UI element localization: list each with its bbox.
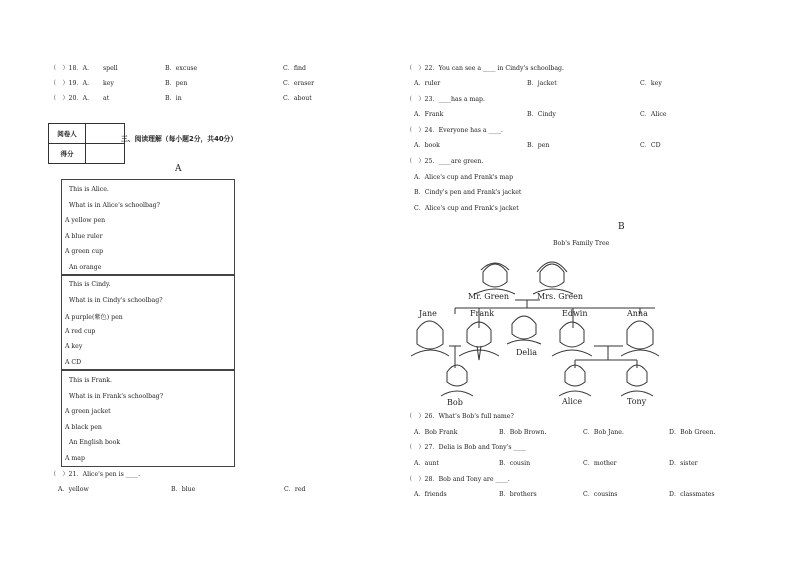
q25-stem: （ ）25．____are green. bbox=[406, 158, 484, 165]
mrs-green-figure bbox=[533, 262, 573, 294]
q26-option-d: D．Bob Green. bbox=[669, 429, 716, 436]
q27-option-b: B．cousin bbox=[499, 460, 531, 467]
q19-number: （ ）19．A． bbox=[50, 80, 94, 87]
q18-number: （ ）18．A． bbox=[50, 65, 94, 72]
q26-option-c: C．Bob Jane. bbox=[583, 429, 624, 436]
mr-green-figure bbox=[475, 263, 515, 294]
passage-a-letter: A bbox=[175, 164, 182, 174]
edwin-figure bbox=[552, 322, 592, 356]
passage-line: A black pen bbox=[65, 424, 102, 431]
delia-figure bbox=[507, 316, 541, 344]
alice-figure bbox=[559, 365, 591, 396]
q24-option-b: B．pen bbox=[527, 142, 550, 149]
name-mrs-green: Mrs. Green bbox=[537, 292, 584, 301]
q23-option-b: B．Cindy bbox=[527, 111, 556, 118]
q22-option-c: C．key bbox=[640, 80, 662, 87]
score-label: 得分 bbox=[49, 144, 86, 164]
q18-option-a: spell bbox=[103, 65, 118, 72]
q24-option-c: C．CD bbox=[640, 142, 661, 149]
passage-a-block-alice bbox=[61, 179, 235, 276]
q27-option-a: A．aunt bbox=[414, 460, 439, 467]
passage-line: A key bbox=[65, 343, 83, 350]
passage-line: A green cup bbox=[65, 248, 104, 255]
q25-option-b: B．Cindy's pen and Frank's jacket bbox=[414, 189, 522, 196]
q22-option-a: A．ruler bbox=[414, 80, 441, 87]
q28-option-c: C．cousins bbox=[583, 491, 618, 498]
reviewer-label: 阅卷人 bbox=[49, 124, 86, 144]
section-title: 三、阅读理解（每小题2分，共40分） bbox=[121, 135, 238, 143]
name-delia: Delia bbox=[516, 348, 538, 357]
q23-option-c: C．Alice bbox=[640, 111, 667, 118]
passage-line: This is Cindy. bbox=[69, 281, 111, 288]
q25-option-a: A．Alice's cup and Frank's map bbox=[414, 174, 514, 181]
jane-figure bbox=[411, 321, 449, 356]
q24-stem: （ ）24．Everyone has a ____. bbox=[406, 127, 503, 134]
q28-stem: （ ）28．Bob and Tony are ____. bbox=[406, 476, 510, 483]
q18-option-b: B．excuse bbox=[165, 65, 198, 72]
passage-line: An orange bbox=[69, 264, 102, 271]
passage-line: A yellow pen bbox=[65, 217, 106, 224]
passage-b-letter: B bbox=[618, 222, 625, 232]
q22-option-b: B．jacket bbox=[527, 80, 557, 87]
q19-option-b: B．pen bbox=[165, 80, 188, 87]
passage-line: A purple(紫色) pen bbox=[65, 314, 123, 321]
q21-option-a: A．yellow bbox=[58, 486, 89, 493]
q19-option-c: C．eraser bbox=[283, 80, 315, 87]
passage-line: This is Frank. bbox=[69, 377, 112, 384]
family-tree-diagram bbox=[405, 250, 665, 410]
reviewer-cell[interactable] bbox=[86, 124, 125, 144]
name-tony: Tony bbox=[627, 397, 647, 406]
q20-number: （ ）20．A． bbox=[50, 95, 94, 102]
name-mr-green: Mr. Green bbox=[468, 292, 510, 301]
score-cell[interactable] bbox=[86, 144, 125, 164]
passage-line: An English book bbox=[69, 439, 121, 446]
passage-a-block-cindy bbox=[61, 274, 235, 371]
bob-figure bbox=[441, 365, 473, 396]
q23-stem: （ ）23．____has a map. bbox=[406, 96, 485, 103]
q25-option-c: C．Alice's cup and Frank's jacket bbox=[414, 205, 519, 212]
passage-line: A CD bbox=[65, 359, 82, 366]
q18-option-c: C．find bbox=[283, 65, 306, 72]
passage-line: What is in Frank's schoolbag? bbox=[69, 393, 164, 400]
anna-figure bbox=[621, 321, 659, 356]
name-edwin: Edwin bbox=[562, 309, 588, 318]
q24-option-a: A．book bbox=[414, 142, 440, 149]
q28-option-a: A．friends bbox=[414, 491, 447, 498]
family-tree-title: Bob's Family Tree bbox=[553, 240, 610, 247]
name-frank: Frank bbox=[470, 309, 495, 318]
q26-stem: （ ）26．What's Bob's full name? bbox=[406, 413, 514, 420]
q20-option-c: C．about bbox=[283, 95, 312, 102]
q22-stem: （ ）22．You can see a ____ in Cindy's schoolbag. bbox=[406, 65, 564, 72]
passage-line: This is Alice. bbox=[69, 186, 109, 193]
q21-option-b: B．blue bbox=[171, 486, 196, 493]
q26-option-a: A．Bob Frank bbox=[414, 429, 458, 436]
q20-option-b: B．in bbox=[165, 95, 182, 102]
q19-option-a: key bbox=[103, 80, 114, 87]
passage-line: What is in Alice's schoolbag? bbox=[69, 202, 160, 209]
name-alice: Alice bbox=[562, 397, 583, 406]
score-table bbox=[48, 123, 125, 164]
q27-stem: （ ）27．Delia is Bob and Tony's ____ bbox=[406, 444, 526, 451]
name-anna: Anna bbox=[627, 309, 648, 318]
passage-a-block-frank bbox=[61, 369, 235, 467]
q21-option-c: C．red bbox=[284, 486, 306, 493]
q28-option-d: D．classmates bbox=[669, 491, 715, 498]
name-jane: Jane bbox=[419, 309, 437, 318]
passage-line: A red cup bbox=[65, 328, 96, 335]
name-bob: Bob bbox=[447, 398, 463, 407]
q21-stem: （ ）21．Alice's pen is ____. bbox=[50, 471, 141, 478]
passage-line: A map bbox=[65, 455, 85, 462]
q26-option-b: B．Bob Brown. bbox=[499, 429, 547, 436]
passage-line: What is in Cindy's schoolbag? bbox=[69, 297, 163, 304]
tony-figure bbox=[621, 365, 653, 396]
q20-option-a: at bbox=[103, 95, 110, 102]
passage-line: A blue ruler bbox=[65, 233, 103, 240]
q27-option-c: C．mother bbox=[583, 460, 617, 467]
q23-option-a: A．Frank bbox=[414, 111, 444, 118]
passage-line: A green jacket bbox=[65, 408, 111, 415]
q27-option-d: D．sister bbox=[669, 460, 698, 467]
q28-option-b: B．brothers bbox=[499, 491, 537, 498]
